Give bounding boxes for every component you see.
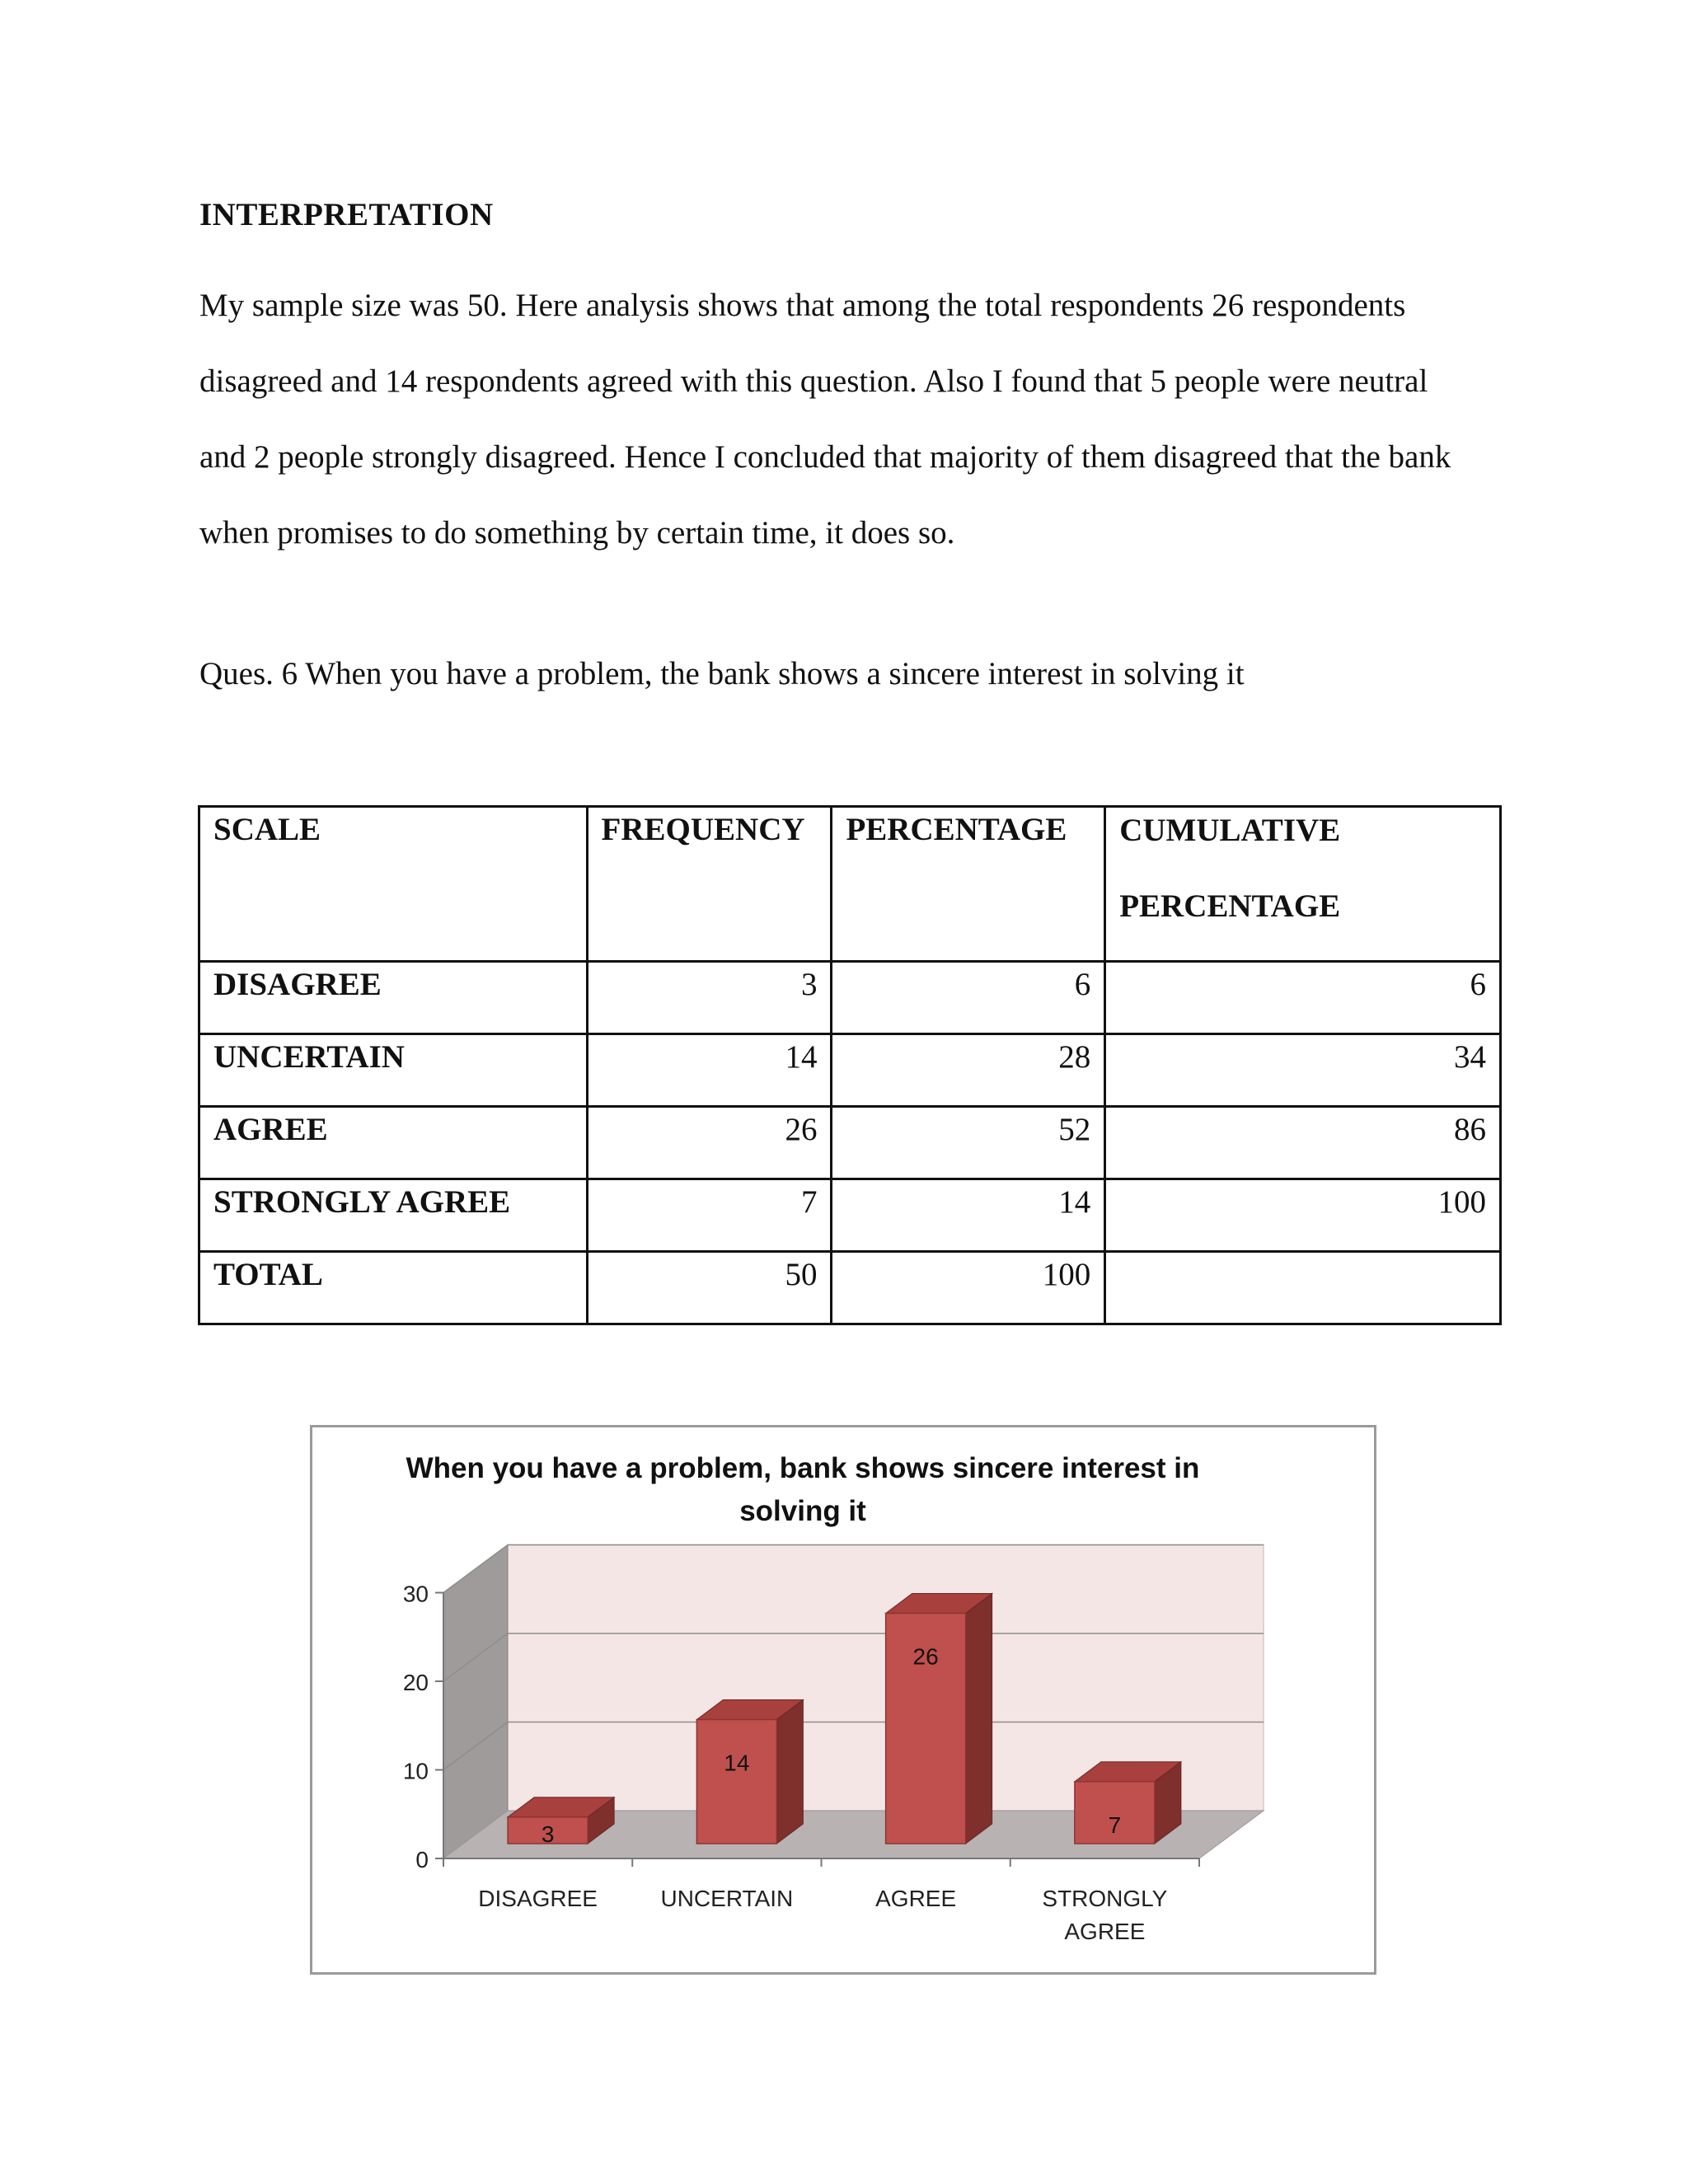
cell-cumulative: 100	[1105, 1179, 1501, 1252]
cell-scale: STRONGLY AGREE	[199, 1179, 588, 1252]
bar-side-face	[776, 1700, 803, 1844]
header-cumulative-line1: CUMULATIVE	[1119, 813, 1341, 848]
section-heading: INTERPRETATION	[199, 197, 494, 232]
paragraph-line: My sample size was 50. Here analysis shows that among the total respondents 26 respondents	[199, 288, 1406, 323]
cell-percentage: 14	[832, 1179, 1105, 1252]
cell-frequency: 26	[587, 1107, 832, 1179]
interpretation-paragraph	[199, 268, 1510, 571]
cell-frequency: 50	[587, 1252, 832, 1324]
cell-percentage: 52	[832, 1107, 1105, 1179]
table-header-row	[199, 807, 1501, 962]
table-row	[199, 1252, 1501, 1324]
table-row	[199, 962, 1501, 1034]
bar-chart	[310, 1425, 1376, 1975]
paragraph-line: disagreed and 14 respondents agreed with this question. Also I found that 5 people were neutral	[199, 363, 1428, 399]
cell-percentage: 6	[832, 962, 1105, 1034]
header-scale: SCALE	[199, 807, 588, 962]
table-row	[199, 1179, 1501, 1252]
y-tick-label: 30	[402, 1581, 429, 1607]
header-frequency: FREQUENCY	[587, 807, 832, 962]
cell-frequency: 7	[587, 1179, 832, 1252]
cell-percentage: 100	[832, 1252, 1105, 1324]
table-row	[199, 1034, 1501, 1107]
cell-frequency: 3	[587, 962, 832, 1034]
header-percentage: PERCENTAGE	[832, 807, 1105, 962]
cell-cumulative	[1105, 1252, 1501, 1324]
chart-side-wall	[443, 1545, 508, 1859]
paragraph-line: and 2 people strongly disagreed. Hence I concluded that majority of them disagreed that the bank	[199, 439, 1451, 475]
header-cumulative-line2: PERCENTAGE	[1119, 888, 1341, 924]
cell-frequency: 14	[587, 1034, 832, 1107]
x-category-label: UNCERTAIN	[660, 1886, 794, 1911]
cell-cumulative: 86	[1105, 1107, 1501, 1179]
bar-data-label: 3	[541, 1821, 555, 1847]
bar	[696, 1720, 776, 1844]
chart-title-line2: solving it	[739, 1495, 866, 1527]
chart-plot-area	[312, 1427, 1374, 1972]
bar-data-label: 26	[912, 1643, 939, 1670]
cell-cumulative: 6	[1105, 962, 1501, 1034]
question-text: Ques. 6 When you have a problem, the bank shows a sincere interest in solving it	[199, 656, 1245, 691]
y-tick-label: 10	[402, 1758, 429, 1784]
bar-side-face	[966, 1594, 992, 1844]
y-tick-label: 20	[402, 1670, 429, 1695]
frequency-table	[198, 805, 1502, 1325]
x-category-label: STRONGLY	[1042, 1886, 1168, 1911]
chart-title-line1: When you have a problem, bank shows sincere interest in	[406, 1452, 1200, 1484]
cell-scale: TOTAL	[199, 1252, 588, 1324]
bar-data-label: 7	[1108, 1811, 1122, 1838]
x-category-label: AGREE	[1064, 1919, 1146, 1944]
paragraph-line: when promises to do something by certain time, it does so.	[199, 515, 955, 551]
cell-scale: UNCERTAIN	[199, 1034, 588, 1107]
x-category-label: AGREE	[875, 1886, 957, 1911]
cell-cumulative: 34	[1105, 1034, 1501, 1107]
y-tick-label: 0	[415, 1847, 429, 1872]
bar-data-label: 14	[724, 1750, 750, 1776]
x-category-label: DISAGREE	[478, 1886, 598, 1911]
header-cumulative-percentage	[1105, 807, 1501, 962]
cell-scale: AGREE	[199, 1107, 588, 1179]
table-row	[199, 1107, 1501, 1179]
cell-percentage: 28	[832, 1034, 1105, 1107]
cell-scale: DISAGREE	[199, 962, 588, 1034]
